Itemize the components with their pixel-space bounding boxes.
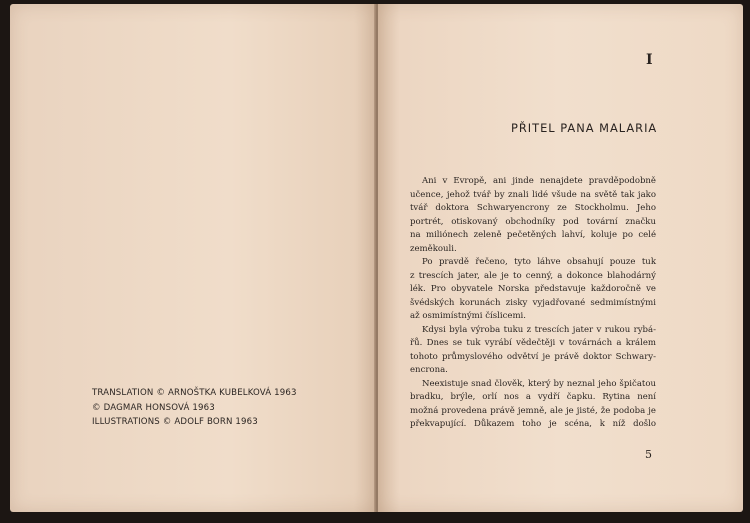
text-line: Kdysi byla výroba tuku z trescích jater v rukou rybá-: [422, 324, 656, 335]
text-line: portrét, otiskovaný obchodníky pod tovární značku: [410, 216, 656, 227]
text-line: řů. Dnes se tuk vyrábí vědečtěji v továrnách a králem: [410, 338, 656, 348]
chapter-title: PŘITEL PANA MALARIA: [511, 121, 658, 135]
text-line: tvář doktora Schwaryencrony ze Stockholmu. Jeho: [410, 203, 656, 213]
text-line: zeměkouli.: [410, 243, 457, 254]
text-line: Neexistuje snad člověk, který by neznal jeho špičatou: [422, 378, 656, 389]
credit-line-translation-2: © DAGMAR HONSOVÁ 1963: [92, 402, 215, 413]
text-line: tohoto průmyslového odvětví je právě doktor Schwary-: [410, 351, 656, 362]
credit-line-translation: TRANSLATION © ARNOŠTKA KUBELKOVÁ 1963: [92, 388, 297, 398]
text-line: učence, jehož tvář by znali lidé všude na světě tak jako: [410, 189, 656, 200]
credit-line-illustrations: ILLUSTRATIONS © ADOLF BORN 1963: [92, 417, 258, 427]
text-line: z trescích jater, ale je to cenný, a dokonce blahodárný: [410, 270, 656, 281]
text-line: švédských korunách zisky vyjadřované sedmimístnými: [410, 297, 656, 308]
left-page: [10, 4, 376, 512]
text-line: překvapující. Důkazem toho je scéna, k níž došlo: [410, 419, 656, 429]
text-line: možná provedena právě jemně, ale je jisté, že podoba je: [410, 405, 656, 416]
text-line: Po pravdě řečeno, tyto láhve obsahují pouze tuk: [422, 257, 656, 267]
text-line: až osmimístnými číslicemi.: [410, 311, 527, 321]
text-line: lék. Pro obyvatele Norska představuje každoročně ve: [410, 284, 656, 294]
text-line: na miliónech zeleně pečetěných lahví, koluje po celé: [410, 230, 656, 240]
text-line: Ani v Evropě, ani jinde nenajdete pravděpodobně: [422, 176, 656, 186]
page-number: 5: [645, 448, 652, 461]
text-line: bradku, brýle, orlí nos a vydří čapku. Rytina není: [410, 392, 656, 402]
chapter-number: I: [646, 52, 653, 68]
chapter-body-text: [410, 175, 656, 432]
copyright-credits: [92, 386, 297, 430]
text-line: encrona.: [410, 365, 448, 375]
